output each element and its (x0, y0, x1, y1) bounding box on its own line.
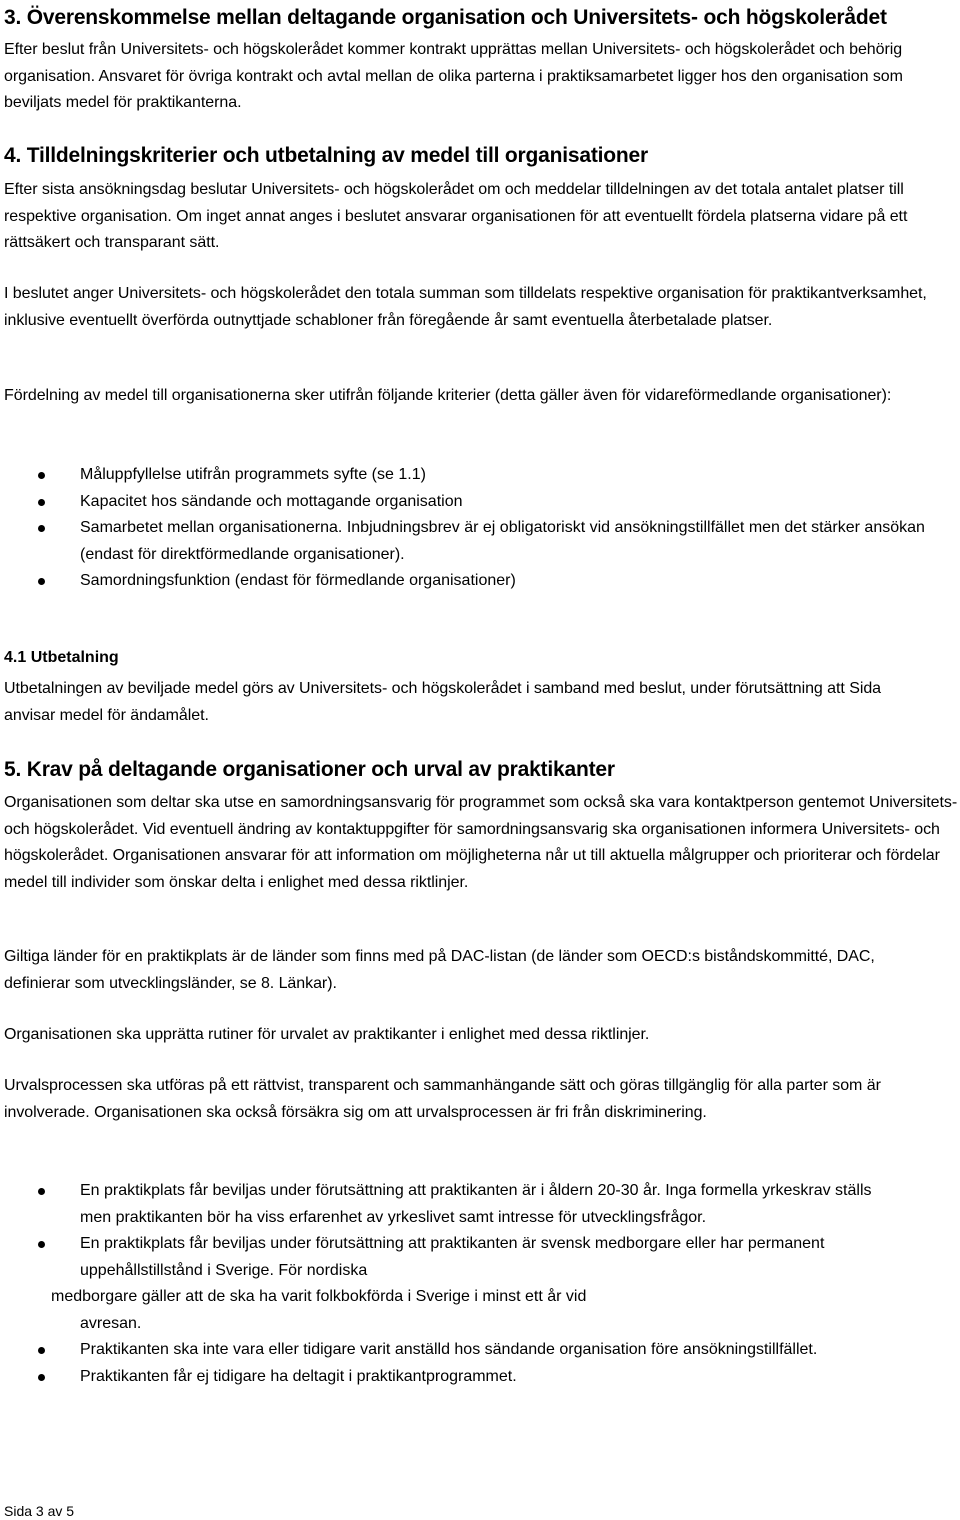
bullet-icon (38, 1188, 45, 1195)
list-item: En praktikplats får beviljas under förutsättning att praktikanten är svensk medborgare eller har permanent uppehållstillstånd i Sverige. För nordiska medborgare gäller att de ska ha varit folkbokförda i Sverige i minst ett år vid avresan. (4, 1231, 904, 1337)
list-item: Samordningsfunktion (endast för förmedlande organisationer) (4, 568, 956, 595)
list-item: Samarbetet mellan organisationerna. Inbjudningsbrev är ej obligatoriskt vid ansökningstillfället men det stärker ansökan (endast för direktförmedlande organisationer). (4, 515, 956, 568)
bullet-icon (38, 525, 45, 532)
section-4-1-heading: 4.1 Utbetalning (4, 649, 119, 666)
section-5-heading: 5. Krav på deltagande organisationer och urval av praktikanter (4, 758, 615, 781)
list-item: Praktikanten får ej tidigare ha deltagit i praktikantprogrammet. (4, 1364, 904, 1391)
section-4-paragraph-2: I beslutet anger Universitets- och högskolerådet den totala summan som tilldelats respektive organisation för praktikantverksamhet, inklusive eventuellt överförda outnyttjade schabloner från föregående år samt eventuella återbetalade platser. (4, 285, 927, 329)
page-number-footer: Sida 3 av 5 (4, 1503, 75, 1519)
list-item: Kapacitet hos sändande och mottagande organisation (4, 489, 956, 516)
section-4-paragraph-3: Fördelning av medel till organisationerna sker utifrån följande kriterier (detta gäller även för vidareförmedlande organisationer): (4, 387, 892, 404)
section-4-1-paragraph: Utbetalningen av beviljade medel görs av Universitets- och högskolerådet i samband med beslut, under förutsättning att Sida anvisar medel för ändamålet. (4, 680, 882, 724)
section-3-heading: 3. Överenskommelse mellan deltagande organisation och Universitets- och högskolerådet (4, 6, 887, 29)
bullet-icon (38, 1347, 45, 1354)
bullet-icon (38, 1241, 45, 1248)
list-item: Måluppfyllelse utifrån programmets syfte (se 1.1) (4, 462, 956, 489)
bullet-icon (38, 1374, 45, 1381)
section-4-paragraph-1: Efter sista ansökningsdag beslutar Universitets- och högskolerådet om och meddelar tilldelningen av det totala antalet platser till respektive organisation. Om inget annat anges i beslutet ansvarar organisationen för att eventuellt fördela platserna vidare på ett rättsäkert och transparant sätt. (4, 181, 908, 251)
section-5-paragraph-1: Organisationen som deltar ska utse en samordningsansvarig för programmet som också ska vara kontaktperson gentemot Universitets- och högskolerådet. Vid eventuell ändring av kontaktuppgifter för samordningsansvarig ska organisationen informera Universitets- och högskolerådet. Organisationen ansvarar för att information om möjligheterna når ut till aktuella målgrupper och prioriterar och fördelar medel till individer som önskar delta i enlighet med dessa riktlinjer. (4, 794, 958, 891)
section-4-heading: 4. Tilldelningskriterier och utbetalning av medel till organisationer (4, 144, 648, 167)
bullet-icon (38, 472, 45, 479)
section-5-paragraph-3: Organisationen ska upprätta rutiner för urvalet av praktikanter i enlighet med dessa riktlinjer. (4, 1026, 650, 1043)
bullet-icon (38, 499, 45, 506)
list-item: En praktikplats får beviljas under förutsättning att praktikanten är i åldern 20-30 år. Inga formella yrkeskrav ställs men praktikanten bör ha viss erfarenhet av yrkeslivet samt intresse för utvecklingsfrågor. (4, 1178, 904, 1231)
section-5-paragraph-2: Giltiga länder för en praktikplats är de länder som finns med på DAC-listan (de länder som OECD:s biståndskommitté, DAC, definierar som utvecklingsländer, se 8. Länkar). (4, 948, 875, 992)
bullet-icon (38, 578, 45, 585)
section-3-paragraph: Efter beslut från Universitets- och högskolerådet kommer kontrakt upprättas mellan Universitets- och högskolerådet och behörig organisation. Ansvaret för övriga kontrakt och avtal mellan de olika parterna i praktiksamarbetet ligger hos den organisation som beviljats medel för praktikanterna. (4, 41, 903, 111)
criteria-list (4, 462, 956, 595)
list-item: Praktikanten ska inte vara eller tidigare varit anställd hos sändande organisation före ansökningstillfället. (4, 1337, 904, 1364)
requirements-list (4, 1178, 904, 1390)
section-5-paragraph-4: Urvalsprocessen ska utföras på ett rättvist, transparent och sammanhängande sätt och göras tillgänglig för alla parter som är involverade. Organisationen ska också försäkra sig om att urvalsprocessen är fri från diskriminering. (4, 1077, 881, 1121)
